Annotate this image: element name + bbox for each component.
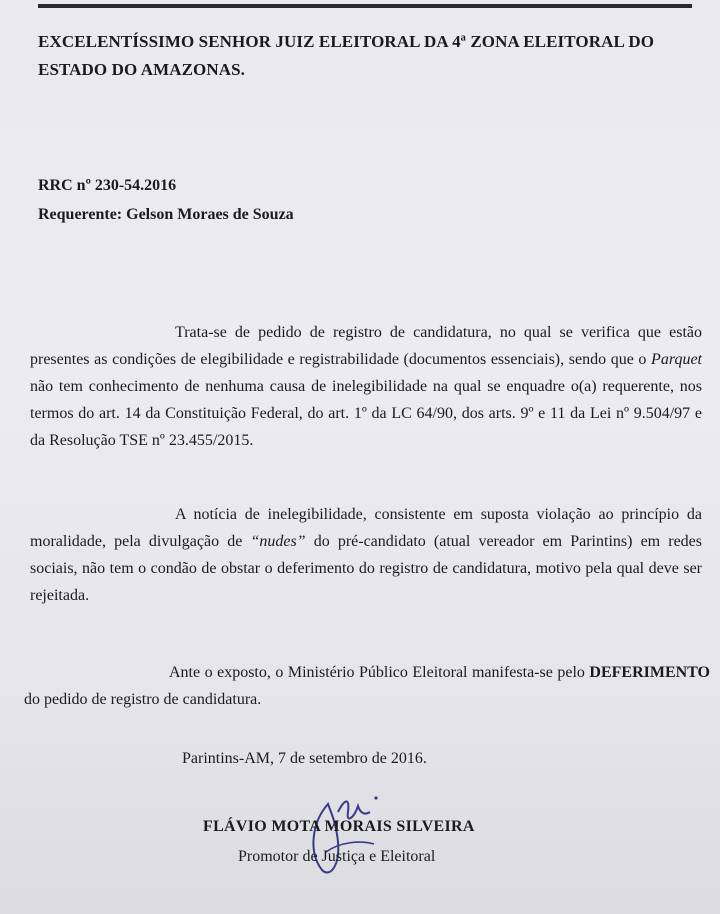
requerente-line: Requerente: Gelson Moraes de Souza xyxy=(38,206,294,223)
signatory-role: Promotor de Justiça e Eleitoral xyxy=(238,848,436,865)
paragraph-1-text-a: Trata-se de pedido de registro de candidatura, no qual se verifica que estão presentes as condições de elegibilidade e registrabilidade (documentos essenciais), sendo que o xyxy=(30,324,702,368)
paragraph-1-text-b: não tem conhecimento de nenhuma causa de inelegibilidade na qual se enquadre o(a) requerente, nos termos do art. 14 da Constituição Federal, do art. 1º da LC 64/90, dos arts. 9º e 11 da Lei nº 9.504/97 e da Resolução TSE nº 23.455/2015. xyxy=(30,378,702,449)
paragraph-3-bold: DEFERIMENTO xyxy=(589,664,710,681)
rrc-number: RRC nº 230-54.2016 xyxy=(38,177,177,194)
paragraph-1 xyxy=(30,319,702,454)
heading-line-2: ESTADO DO AMAZONAS. xyxy=(38,60,246,79)
top-border-line xyxy=(38,4,692,8)
paragraph-2-text-a: A notícia de inelegibilidade, consistente em suposta violação ao princípio da moralidade, pela divulgação de xyxy=(30,506,702,550)
paragraph-3 xyxy=(24,659,710,713)
paragraph-1-italic: Parquet xyxy=(651,351,702,368)
paragraph-3-text-b: do pedido de registro de candidatura. xyxy=(24,691,262,708)
date-line: Parintins-AM, 7 de setembro de 2016. xyxy=(182,750,427,767)
paragraph-2-text-b: do pré-candidato (atual vereador em Parintins) em redes sociais, não tem o condão de obstar o deferimento do registro de candidatura, motivo pela qual deve ser rejeitada. xyxy=(30,533,702,604)
signatory-name: FLÁVIO MOTA MORAIS SILVEIRA xyxy=(203,818,475,835)
paragraph-2-italic: “nudes” xyxy=(250,533,306,550)
addressee-heading xyxy=(38,28,698,84)
heading-line-1: EXCELENTÍSSIMO SENHOR JUIZ ELEITORAL DA 4ª ZONA ELEITORAL DO xyxy=(38,32,655,51)
paragraph-2 xyxy=(30,501,702,609)
paragraph-3-text-a: Ante o exposto, o Ministério Público Eleitoral manifesta-se pelo xyxy=(169,664,590,681)
